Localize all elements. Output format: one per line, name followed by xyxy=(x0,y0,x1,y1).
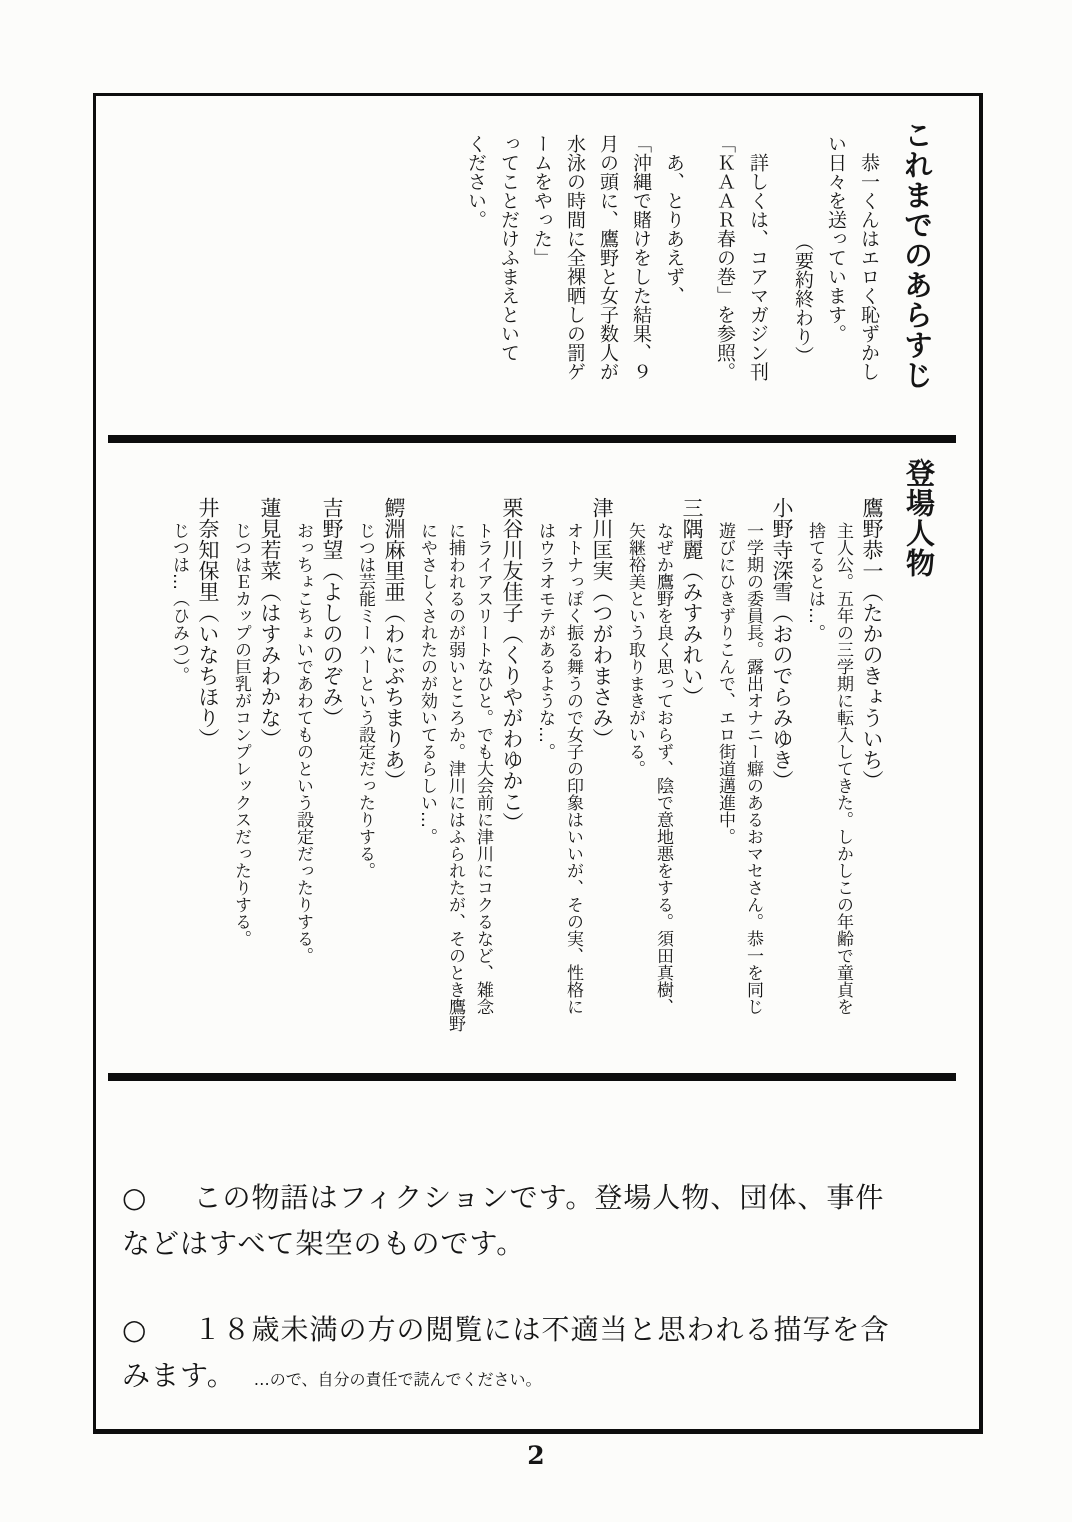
synopsis-section xyxy=(459,120,941,480)
synopsis-line: 水泳の時間に全裸晒しの罰ゲ xyxy=(564,134,586,381)
character-desc: はウラオモテがあるような…。 xyxy=(535,522,555,760)
characters-section xyxy=(165,458,943,1064)
synopsis-line: ってことだけふまえといて xyxy=(498,134,520,362)
character-name: 小野寺深雪（おのでらみゆき） xyxy=(770,497,794,791)
synopsis-line: 恭一くんはエロく恥ずかし xyxy=(858,153,880,381)
character-desc: 一学期の委員長。露出オナニー癖のあるおマセさん。恭一を同じ xyxy=(743,522,763,1015)
content-frame xyxy=(93,93,983,1434)
character-name: 津川匡実（つがわまさみ） xyxy=(590,497,614,749)
disclaimer-section xyxy=(122,1081,949,1403)
synopsis-line: 月の頭に、鷹野と女子数人が xyxy=(597,134,619,381)
disclaimer-line: などはすべて架空のものです。 xyxy=(122,1227,526,1260)
character-desc: トライアスリートなひと。でも大会前に津川にコクるなど、雑念 xyxy=(473,522,493,1015)
disclaimer-age xyxy=(122,1307,949,1403)
synopsis-line: （要約終わり） xyxy=(792,232,814,365)
section-divider-bottom xyxy=(108,1073,956,1081)
synopsis-line: 「ＫＡＡＲ春の巻」を参照。 xyxy=(714,134,736,381)
character-desc: に捕われるのが弱いところか。津川にはふられたが、そのとき鷹野 xyxy=(445,522,465,1032)
disclaimer-line: みます。 xyxy=(122,1359,236,1392)
character-desc: 主人公。五年の三学期に転入してきた。しかしこの年齢で童貞を xyxy=(833,522,853,1015)
synopsis-line: あ、とりあえず、 xyxy=(663,153,685,305)
character-desc: おっちょこちょいであわてものという設定だったりする。 xyxy=(293,522,313,964)
character-name: 鷹野恭一（たかのきょういち） xyxy=(860,497,884,791)
character-desc: じつは…（ひみつ）。 xyxy=(169,522,189,684)
characters-title: 登場人物 xyxy=(902,458,936,578)
character-name: 蓮見若菜（はすみわかな） xyxy=(258,497,282,749)
disclaimer-fiction xyxy=(122,1175,949,1267)
character-desc: にやさしくされたのが効いてるらしい…。 xyxy=(417,522,437,845)
section-divider-top xyxy=(108,435,956,443)
character-name: 栗谷川友佳子（くりやがわゆかこ） xyxy=(500,497,524,833)
character-name: 吉野望（よしののぞみ） xyxy=(320,497,344,728)
character-name: 井奈知保里（いなちほり） xyxy=(196,497,220,749)
character-name: 鰐淵麻里亜（わにぶちまりあ） xyxy=(382,497,406,791)
synopsis-line: 「沖縄で賭けをした結果、９ xyxy=(630,134,652,381)
disclaimer-note: …ので、自分の責任で読んでください。 xyxy=(253,1370,542,1389)
synopsis-line: ームをやった」 xyxy=(531,134,553,267)
character-desc: じつはＥカップの巨乳がコンプレックスだったりする。 xyxy=(231,522,251,947)
circle-bullet: ○ xyxy=(122,1181,148,1214)
character-desc: 矢継裕美という取りまきがいる。 xyxy=(625,522,645,777)
character-desc: 捨てるとは…。 xyxy=(805,522,825,641)
synopsis-line: ください。 xyxy=(465,134,487,229)
disclaimer-line: この物語はフィクションです。登場人物、団体、事件 xyxy=(193,1181,885,1214)
character-name: 三隅麗（みすみれい） xyxy=(680,497,704,707)
page-number: 2 xyxy=(527,1441,545,1470)
character-desc: 遊びにひきずりこんで、エロ街道邁進中。 xyxy=(715,522,735,845)
character-desc: じつは芸能ミーハーという設定だったりする。 xyxy=(355,522,375,879)
disclaimer-line: １８歳未満の方の閲覧には不適当と思われる描写を含 xyxy=(193,1313,890,1346)
synopsis-line: 詳しくは、コアマガジン刊 xyxy=(747,153,769,381)
synopsis-title: これまでのあらすじ xyxy=(900,120,934,390)
character-desc: オトナっぽく振る舞うので女子の印象はいいが、その実、性格に xyxy=(563,522,583,1015)
circle-bullet: ○ xyxy=(122,1313,148,1346)
synopsis-line: い日々を送っています。 xyxy=(825,134,847,343)
character-desc: なぜか鷹野を良く思っておらず、陰で意地悪をする。須田真樹、 xyxy=(653,522,673,1015)
